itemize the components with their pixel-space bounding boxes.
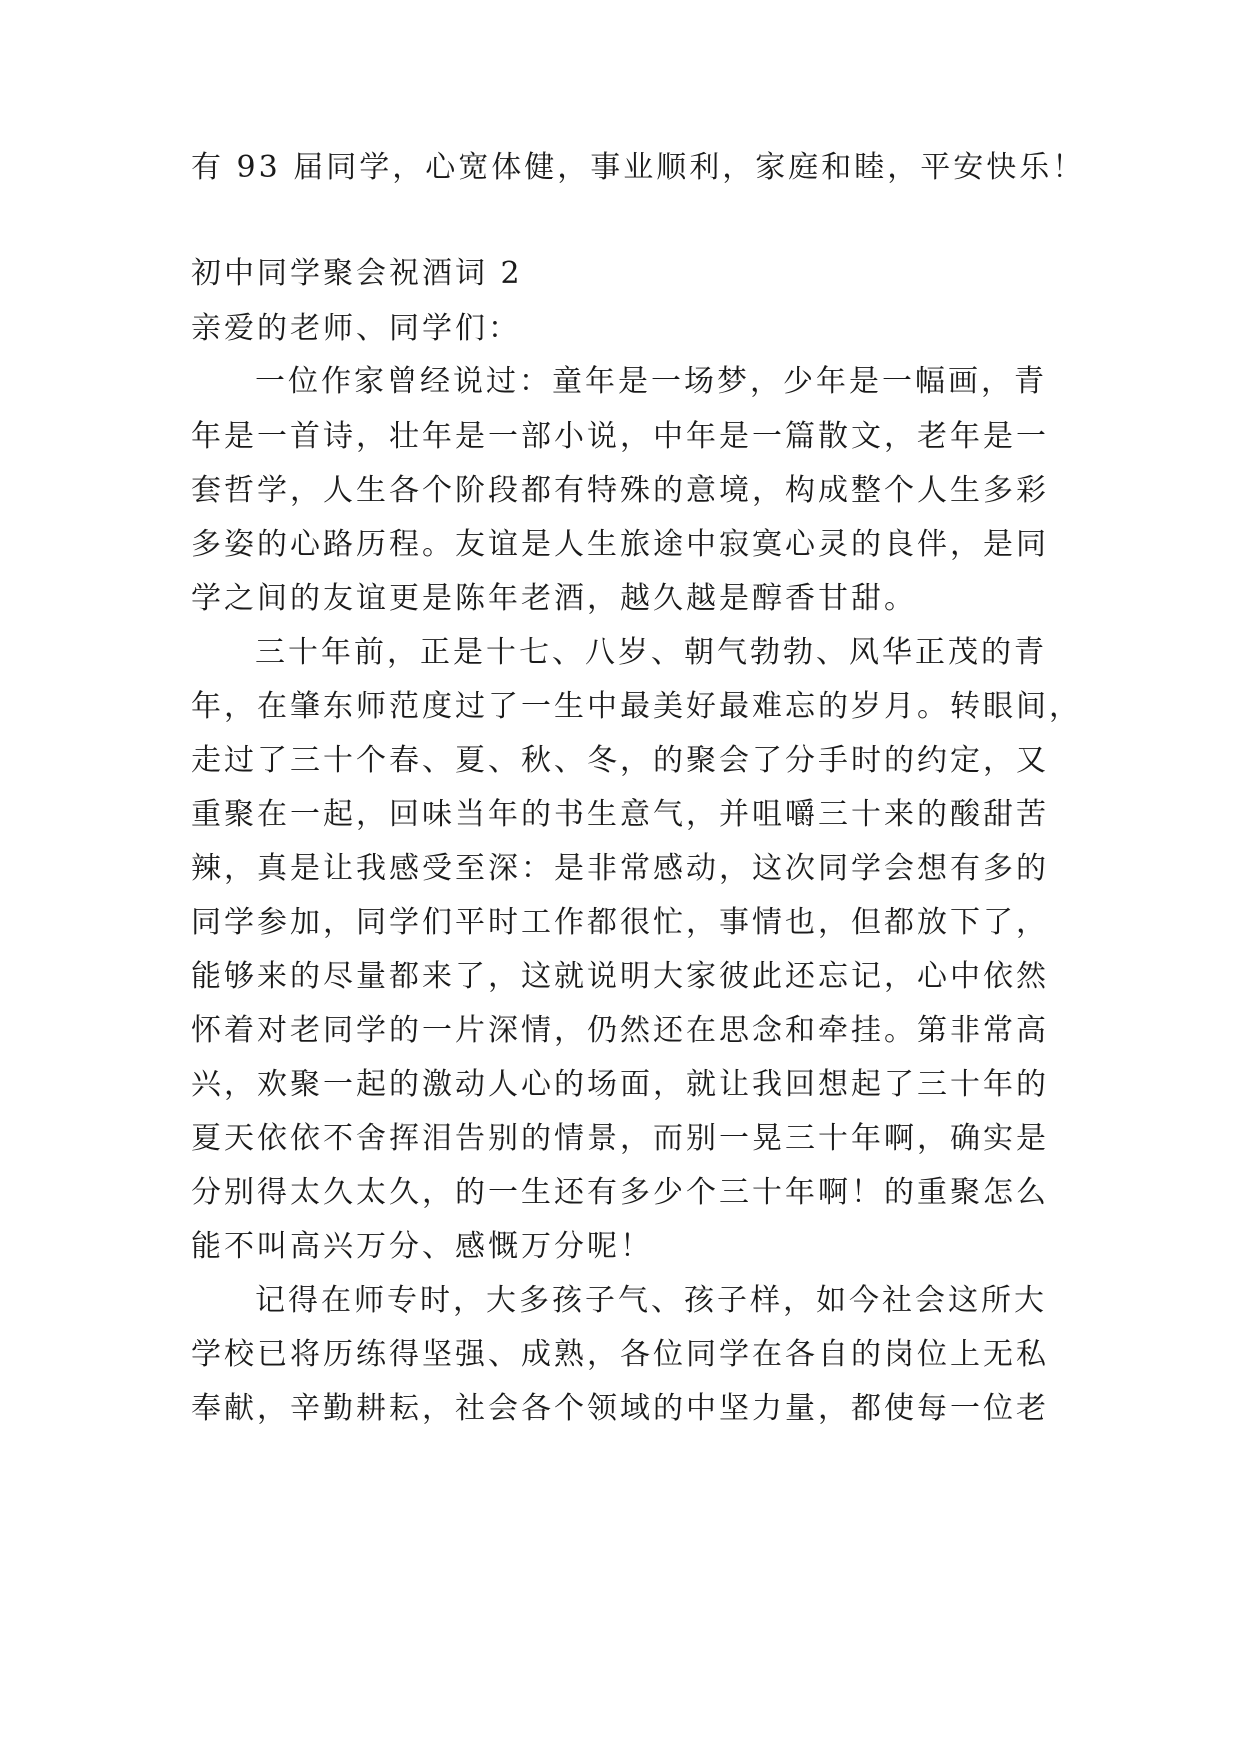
paragraph-line: 夏天依依不舍挥泪告别的情景，而别一晃三十年啊，确实是 — [191, 1121, 1049, 1156]
paragraph-line: 能够来的尽量都来了，这就说明大家彼此还忘记，心中依然 — [191, 959, 1049, 994]
section-title: 初中同学聚会祝酒词 2 — [191, 256, 523, 291]
paragraph-line: 走过了三十个春、夏、秋、冬，的聚会了分手时的约定，又 — [191, 743, 1049, 778]
paragraph-line: 怀着对老同学的一片深情，仍然还在思念和牵挂。第非常高 — [191, 1013, 1049, 1048]
paragraph-line: 套哲学，人生各个阶段都有特殊的意境，构成整个人生多彩 — [191, 473, 1049, 508]
paragraph-line: 年，在肇东师范度过了一生中最美好最难忘的岁月。转眼间， — [191, 689, 1082, 724]
paragraph-line: 重聚在一起，回味当年的书生意气，并咀嚼三十来的酸甜苦 — [191, 797, 1049, 832]
paragraph-line: 记得在师专时，大多孩子气、孩子样，如今社会这所大 — [255, 1283, 1047, 1318]
paragraph-line: 一位作家曾经说过：童年是一场梦，少年是一幅画，青 — [255, 364, 1047, 399]
paragraph-line: 同学参加，同学们平时工作都很忙，事情也，但都放下了， — [191, 905, 1049, 940]
salutation: 亲爱的老师、同学们： — [191, 311, 521, 346]
paragraph-line: 兴，欢聚一起的激动人心的场面，就让我回想起了三十年的 — [191, 1067, 1049, 1102]
paragraph-line: 多姿的心路历程。友谊是人生旅途中寂寞心灵的良伴，是同 — [191, 527, 1049, 562]
paragraph-line: 学校已将历练得坚强、成熟，各位同学在各自的岗位上无私 — [191, 1337, 1049, 1372]
paragraph-line: 三十年前，正是十七、八岁、朝气勃勃、风华正茂的青 — [255, 635, 1047, 670]
paragraph-line: 学之间的友谊更是陈年老酒，越久越是醇香甘甜。 — [191, 581, 917, 616]
paragraph-line: 能不叫高兴万分、感慨万分呢！ — [191, 1229, 653, 1264]
paragraph-line: 辣，真是让我感受至深：是非常感动，这次同学会想有多的 — [191, 851, 1049, 886]
closing-line: 有 93 届同学，心宽体健，事业顺利，家庭和睦，平安快乐！ — [191, 150, 1086, 185]
paragraph-line: 分别得太久太久，的一生还有多少个三十年啊！的重聚怎么 — [191, 1175, 1049, 1210]
paragraph-line: 奉献，辛勤耕耘，社会各个领域的中坚力量，都使每一位老 — [191, 1391, 1049, 1426]
paragraph-line: 年是一首诗，壮年是一部小说，中年是一篇散文，老年是一 — [191, 419, 1049, 454]
